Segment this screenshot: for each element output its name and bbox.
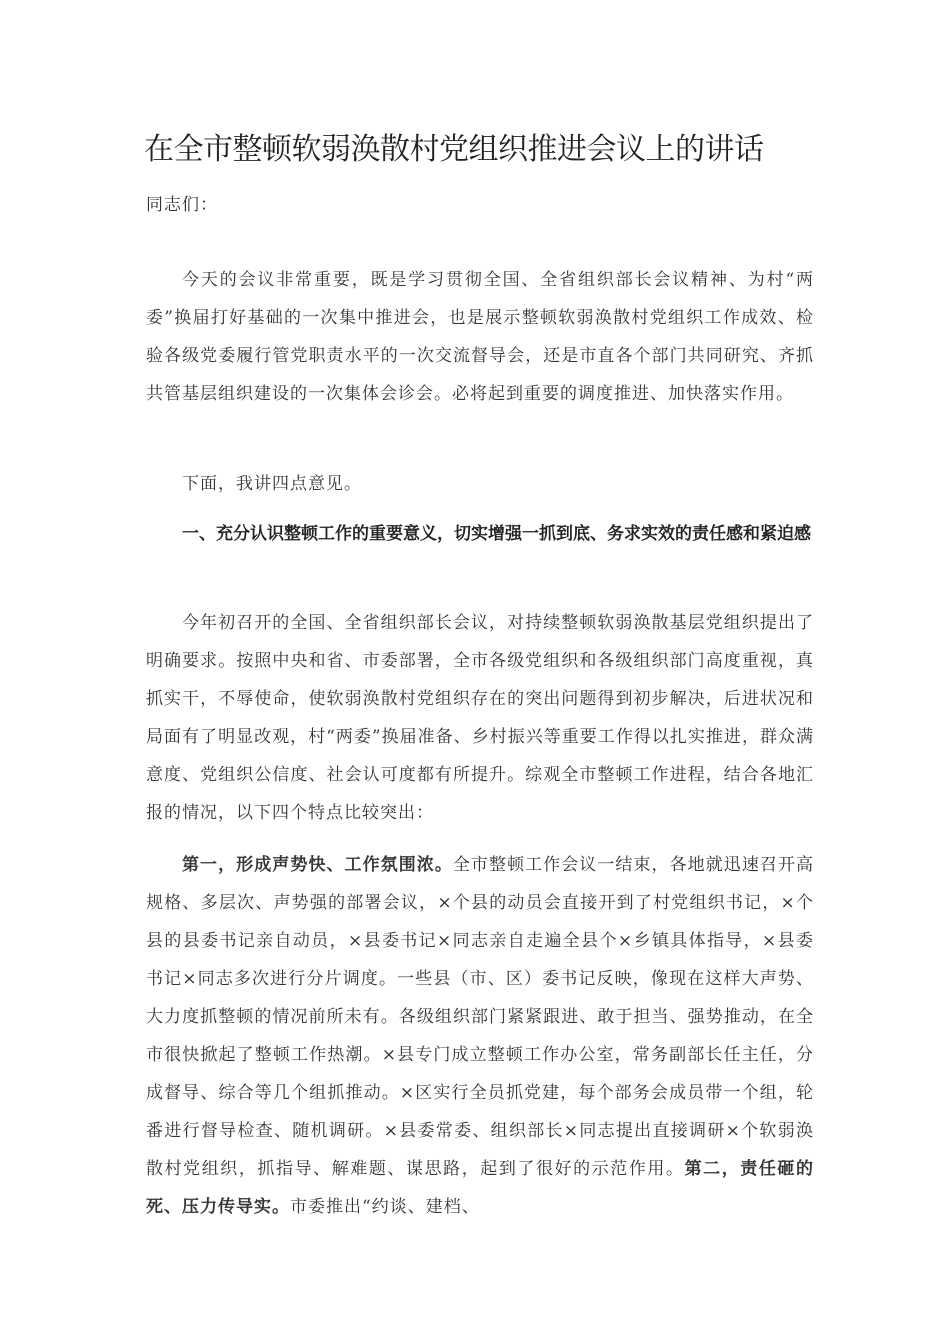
paragraph-4 — [146, 846, 814, 1226]
salutation: 同志们： — [146, 195, 218, 215]
paragraph-2: 下面，我讲四点意见。 — [182, 474, 362, 494]
point-one-body: 全市整顿工作会议一结束，各地就迅速召开高规格、多层次、声势强的部署会议，×个县的动员会直接开到了村党组织书记，×个县的县委书记亲自动员，×县委书记×同志亲自走遍全县个×乡镇具体指导，×县委书记×同志多次进行分片调度。一些县（市、区）委书记反映，像现在这样大声势、大力度抓整顿的情况前所未有。各级组织部门紧紧跟进、敢于担当、强势推动，在全市很快掀起了整顿工作热潮。×县专门成立整顿工作办公室，常务副部长任主任，分成督导、综合等几个组抓推动。×区实行全员抓党建，每个部务会成员带一个组，轮番进行督导检查、随机调研。×县委常委、组织部长×同志提出直接调研×个软弱涣散村党组织，抓指导、解难题、谋思路，起到了很好的示范作用。 — [146, 855, 815, 1179]
point-one-lead: 第一，形成声势快、工作氛围浓。 — [182, 855, 453, 875]
point-two-body: 市委推出“约谈、建档、 — [290, 1197, 480, 1217]
point-two-lead: 第二，责任砸的死、压力传导实。 — [146, 1159, 815, 1217]
paragraph-3: 今年初召开的全国、全省组织部长会议，对持续整顿软弱涣散基层党组织提出了明确要求。按照中央和省、市委部署，全市各级党组织和各级组织部门高度重视，真抓实干，不辱使命，使软弱涣散村党组织存在的突出问题得到初步解决，后进状况和局面有了明显改观，村“两委”换届准备、乡村振兴等重要工作得以扎实推进，群众满意度、党组织公信度、社会认可度都有所提升。综观全市整顿工作进程，结合各地汇报的情况，以下四个特点比较突出： — [146, 613, 814, 823]
document-title: 在全市整顿软弱涣散村党组织推进会议上的讲话 — [144, 132, 764, 167]
section-heading-1: 一、充分认识整顿工作的重要意义，切实增强一抓到底、务求实效的责任感和紧迫感 — [182, 524, 811, 544]
paragraph-1: 今天的会议非常重要，既是学习贯彻全国、全省组织部长会议精神、为村“两委”换届打好基础的一次集中推进会，也是展示整顿软弱涣散村党组织工作成效、检验各级党委履行管党职责水平的一次交流督导会，还是市直各个部门共同研究、齐抓共管基层组织建设的一次集体会诊会。必将起到重要的调度推进、加快落实作用。 — [146, 270, 814, 404]
